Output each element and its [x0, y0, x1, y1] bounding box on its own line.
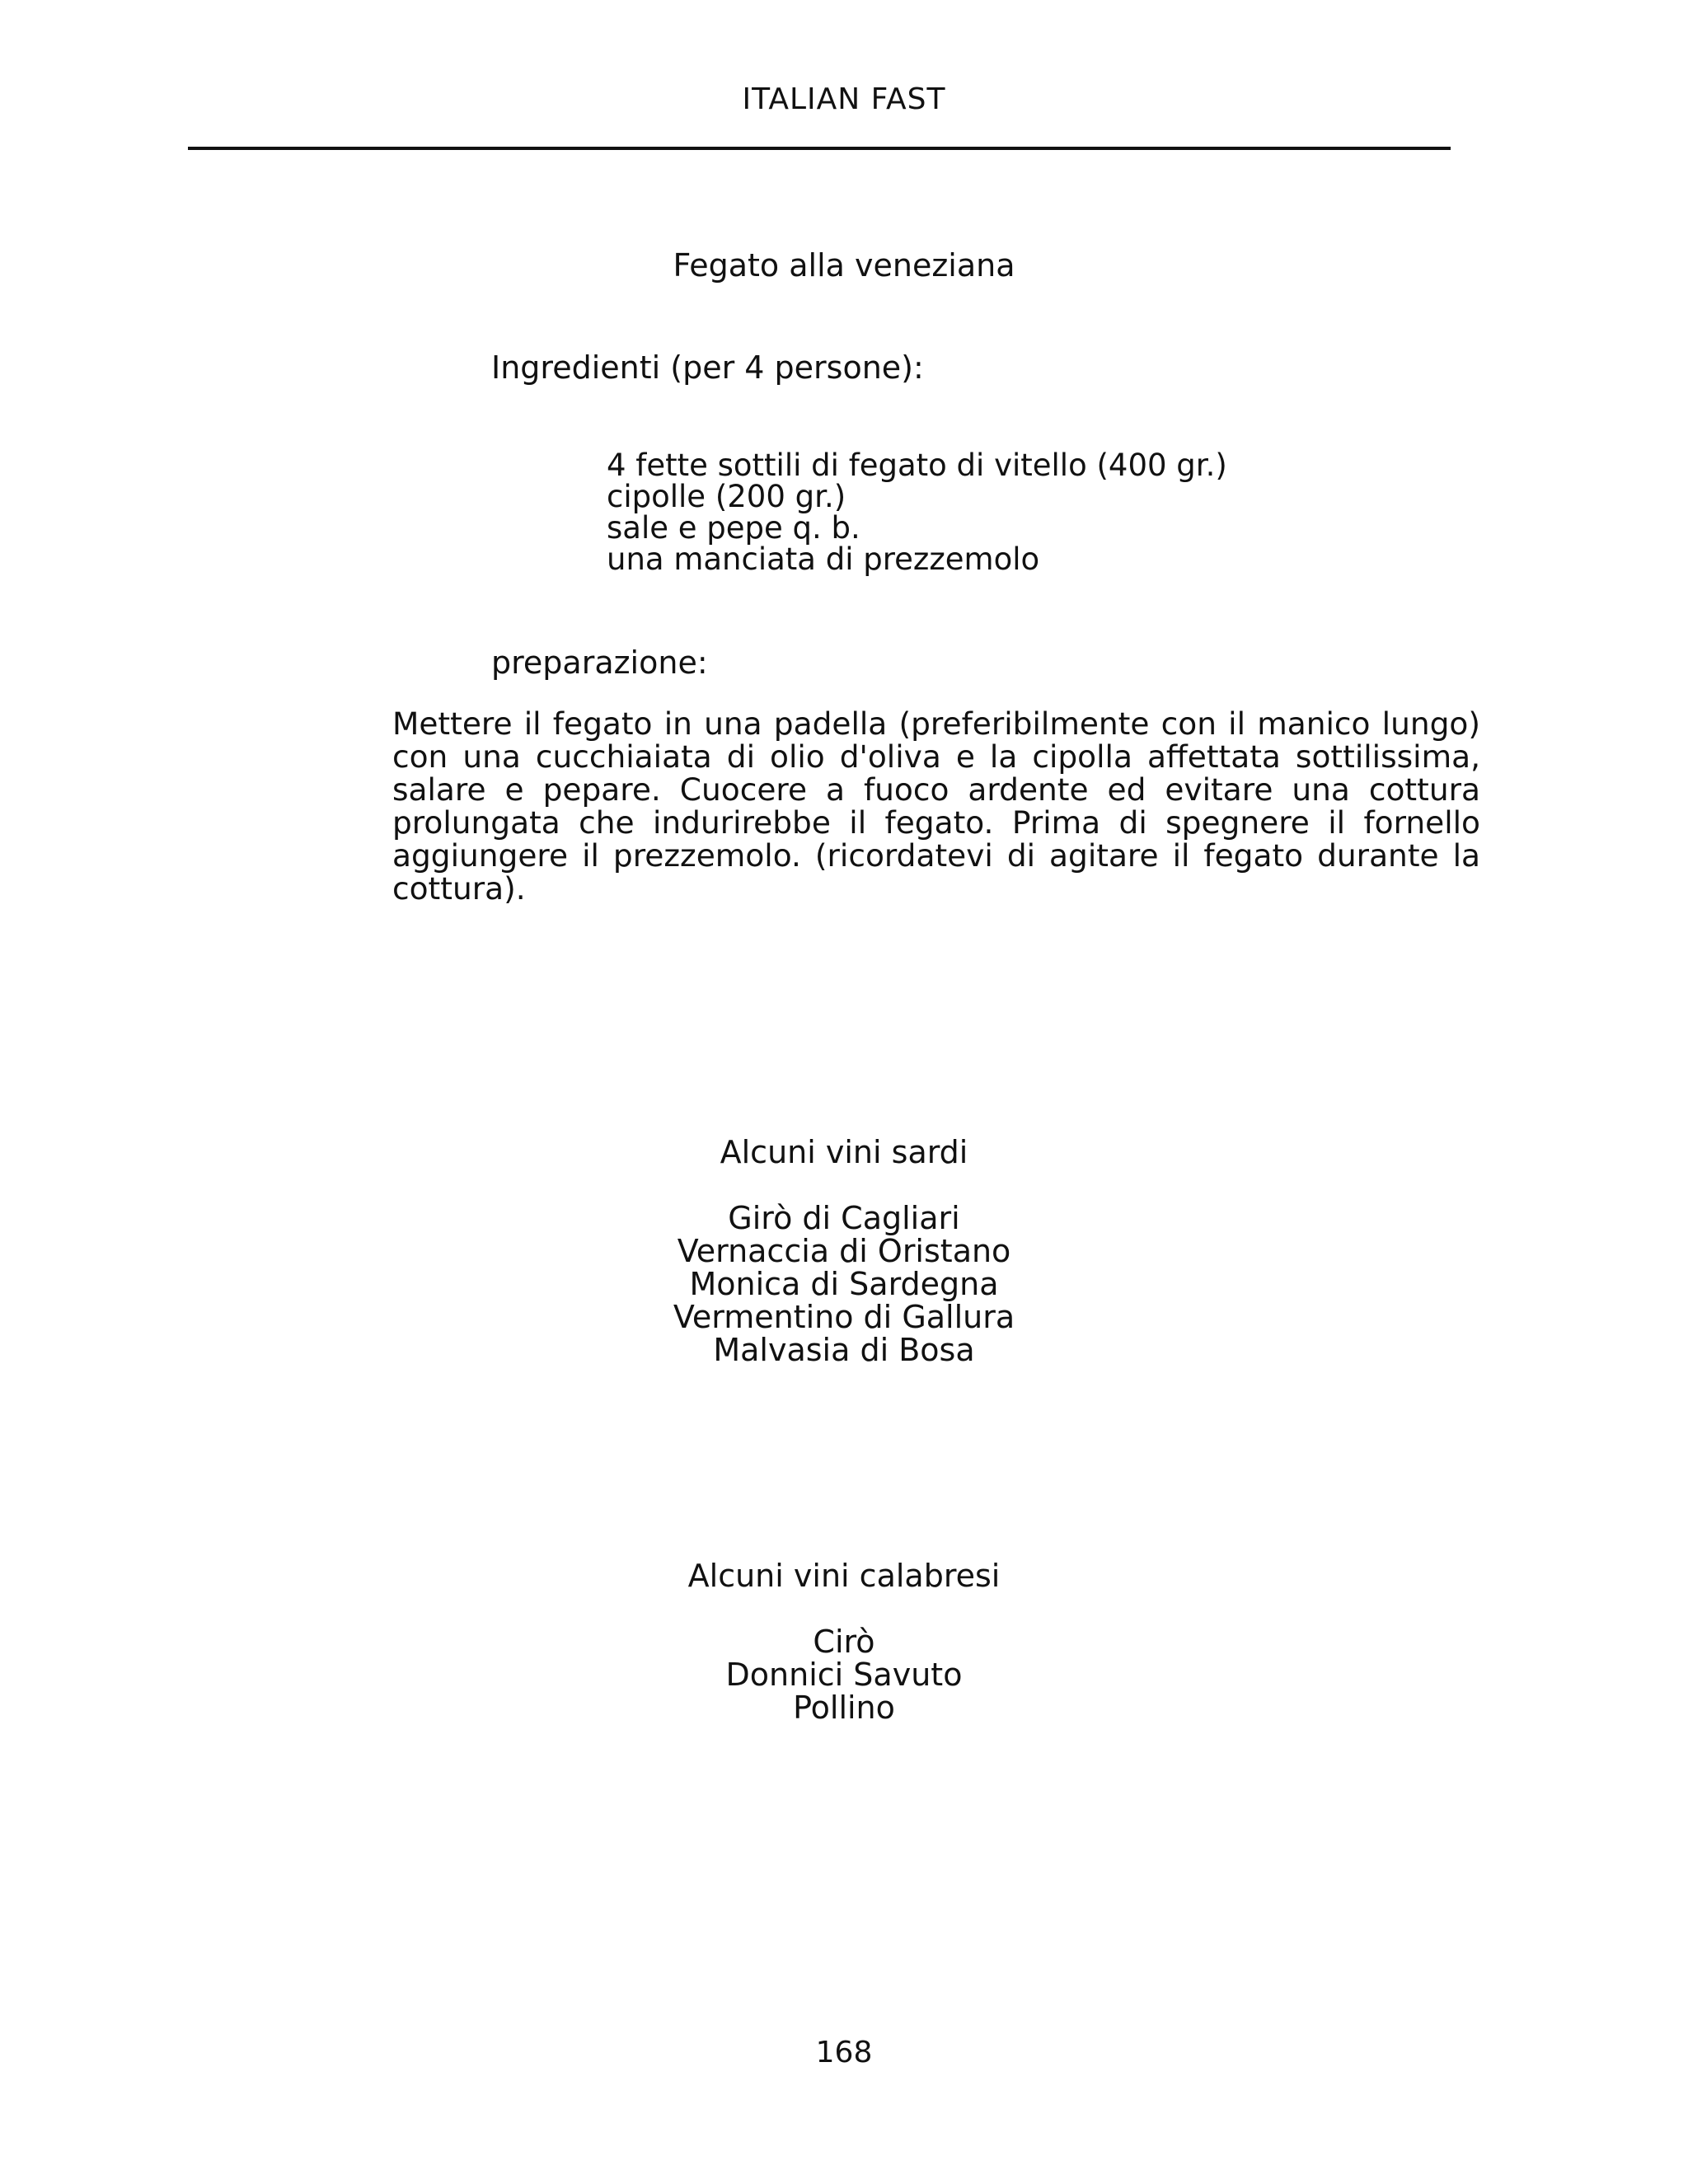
wine-item: Vermentino di Gallura — [673, 1299, 1015, 1335]
wine-item: Cirò — [813, 1624, 875, 1660]
ingredients-heading: Ingredienti (per 4 persone): — [491, 349, 924, 386]
wines-calabresi-section — [0, 1559, 1688, 1724]
wine-item: Vernaccia di Oristano — [677, 1233, 1011, 1269]
wine-item: Donnici Savuto — [725, 1657, 963, 1693]
wine-item: Girò di Cagliari — [728, 1200, 960, 1236]
ingredients-list — [607, 450, 1227, 575]
recipe-title: Fegato alla veneziana — [673, 247, 1015, 284]
preparation-text: Mettere il fegato in una padella (preferibilmente con il manico lungo) con una cucchiaiata di olio d'oliva e la cipolla affettata sottilissima, salare e pepare. Cuocere a fuoco ardente ed evitare una cottura prolungata che indurirebbe il fegato. Prima di spegnere il fornello aggiungere il prezzemolo. (ricordatevi di agitare il fegato durante la cottura). — [392, 705, 1480, 907]
header-rule — [188, 147, 1451, 150]
wine-item: Pollino — [793, 1690, 895, 1726]
ingredient-item: una manciata di prezzemolo — [607, 541, 1040, 577]
preparation-heading: preparazione: — [491, 644, 708, 681]
ingredient-item: 4 fette sottili di fegato di vitello (400 gr.) — [607, 448, 1227, 483]
wines-calabresi-heading: Alcuni vini calabresi — [687, 1558, 1001, 1594]
ingredient-item: cipolle (200 gr.) — [607, 479, 846, 514]
page-number: 168 — [815, 2036, 873, 2069]
wines-sardi-section — [0, 1136, 1688, 1366]
running-header: ITALIAN FAST — [742, 82, 946, 116]
wine-item: Monica di Sardegna — [689, 1266, 999, 1302]
wines-sardi-heading: Alcuni vini sardi — [720, 1134, 968, 1170]
wine-item: Malvasia di Bosa — [713, 1332, 975, 1368]
ingredient-item: sale e pepe q. b. — [607, 510, 860, 546]
